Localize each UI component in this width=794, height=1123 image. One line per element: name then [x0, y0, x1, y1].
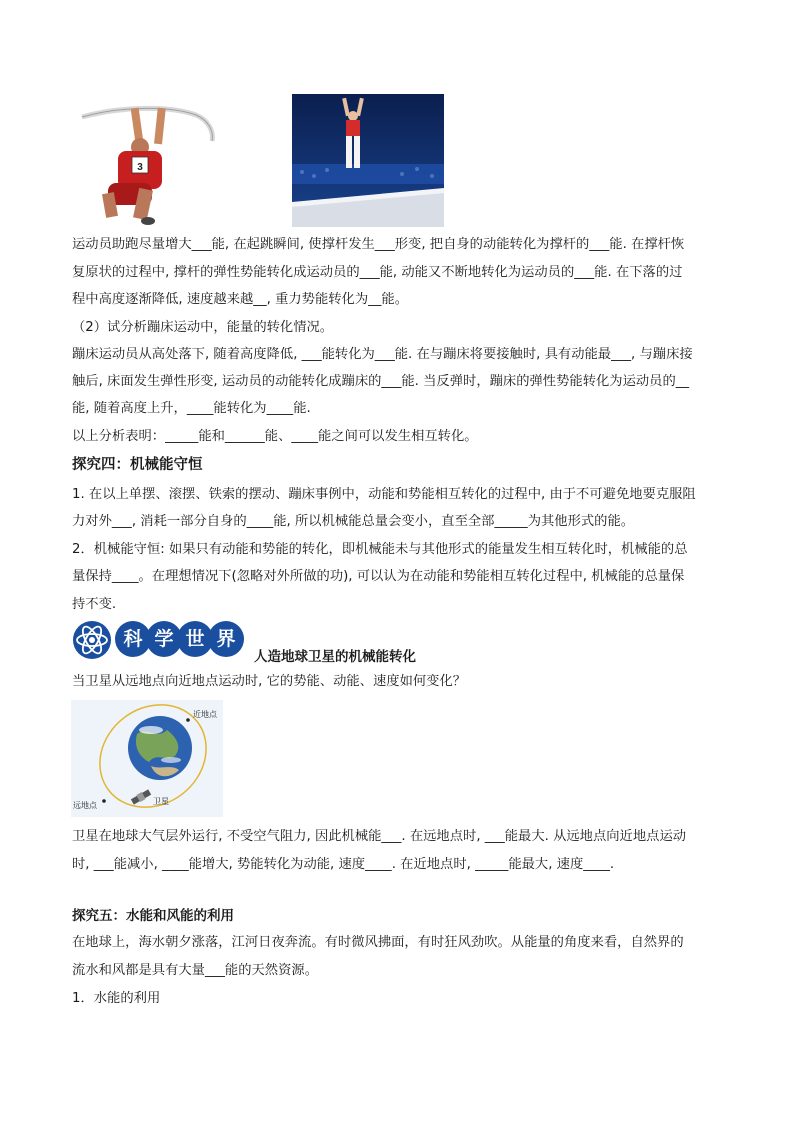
section-four-line-1: 1. 在以上单摆、滚摆、铁索的摆动、蹦床事例中，动能和势能相互转化的过程中, 由于不可避免地要克服阻 — [72, 487, 696, 502]
pole-vault-image — [78, 105, 216, 225]
badge-char-1: 科 — [115, 621, 151, 657]
satellite-answer-1: 卫星在地球大气层外运行, 不受空气阻力, 因此机械能___. 在远地点时, ___能最大. 从远地点向近地点运动 — [72, 829, 687, 844]
badge-char-4: 界 — [208, 621, 244, 657]
science-world-title: 人造地球卫星的机械能转化 — [254, 649, 416, 665]
text-line-7: 能, 随着高度上升，____能转化为____能. — [72, 401, 311, 416]
athlete-number: 3 — [137, 162, 143, 173]
text-line-4: （2）试分析蹦床运动中，能量的转化情况。 — [72, 320, 334, 335]
satellite-orbit-image — [71, 700, 223, 817]
section-four-title: 探究四：机械能守恒 — [72, 457, 203, 473]
section-five-line-2: 流水和风都是具有大量___能的天然资源。 — [72, 963, 318, 978]
section-five-line-1: 在地球上，海水朝夕涨落，江河日夜奔流。有时微风拂面，有时狂风劲吹。从能量的角度来看，自然界的 — [72, 935, 684, 950]
text-line-6: 触后, 床面发生弹性形变, 运动员的动能转化成蹦床的___能. 当反弹时，蹦床的弹性势能转化为运动员的__ — [72, 374, 690, 389]
atom-icon — [72, 620, 112, 660]
section-five-title: 探究五：水能和风能的利用 — [72, 908, 234, 924]
text-line-2: 复原状的过程中, 撑杆的弹性势能转化成运动员的___能, 动能又不断地转化为运动员的___能. 在下落的过 — [72, 265, 683, 280]
satellite-answer-2: 时, ___能减小, ____能增大, 势能转化为动能, 速度____. 在近地点时, _____能最大, 速度____. — [72, 857, 615, 872]
badge-char-2: 学 — [146, 621, 182, 657]
apogee-label: 远地点 — [73, 801, 97, 810]
badge-char-3: 世 — [177, 621, 213, 657]
trampoline-image — [292, 94, 444, 227]
text-line-3: 程中高度逐渐降低, 速度越来越__, 重力势能转化为__能。 — [72, 292, 409, 307]
section-four-line-5: 持不变. — [72, 597, 117, 612]
perigee-label: 近地点 — [193, 710, 217, 719]
satellite-question: 当卫星从远地点向近地点运动时, 它的势能、动能、速度如何变化？ — [72, 674, 467, 689]
section-four-line-2: 力对外___, 消耗一部分自身的____能, 所以机械能总量会变小，直至全部_____为其他形式的能。 — [72, 514, 635, 529]
text-line-8: 以上分析表明：_____能和______能、____能之间可以发生相互转化。 — [72, 429, 478, 444]
section-four-line-4: 量保持____。在理想情况下(忽略对外所做的功), 可以认为在动能和势能相互转化过程中, 机械能的总量保 — [72, 569, 685, 584]
section-five-line-3: 1．水能的利用 — [72, 991, 161, 1006]
section-four-line-3: 2．机械能守恒: 如果只有动能和势能的转化，即机械能未与其他形式的能量发生相互转化时，机械能的总 — [72, 542, 688, 557]
satellite-label: 卫星 — [153, 797, 169, 806]
text-line-5: 蹦床运动员从高处落下, 随着高度降低, ___能转化为___能. 在与蹦床将要接触时, 具有动能最___, 与蹦床接 — [72, 347, 693, 362]
text-line-1: 运动员助跑尽量增大___能, 在起跳瞬间, 使撑杆发生___形变, 把自身的动能转化为撑杆的___能. 在撑杆恢 — [72, 237, 685, 252]
